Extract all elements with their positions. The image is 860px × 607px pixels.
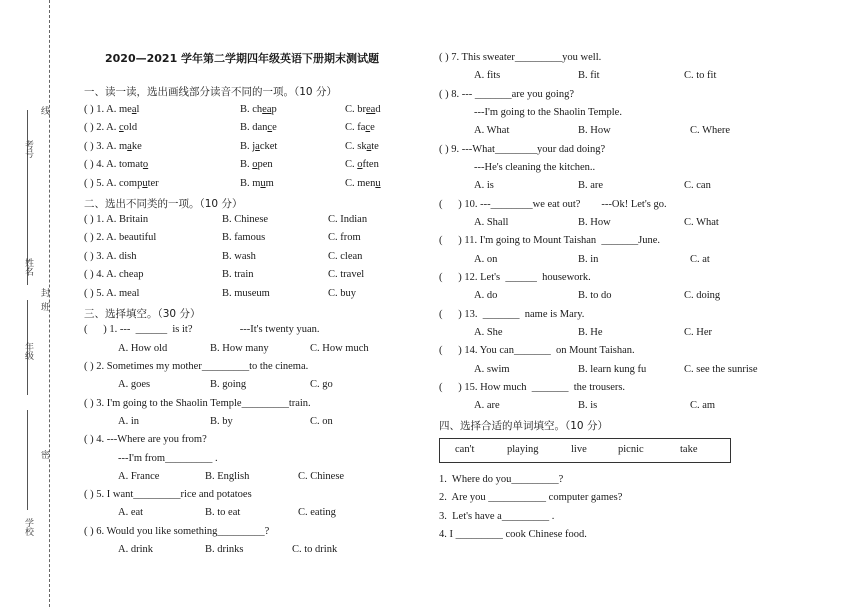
word-bank-item: can't xyxy=(455,444,475,455)
sec1-q1-a-u: a xyxy=(131,104,137,115)
sec3-q14-a: A. swim xyxy=(474,364,510,375)
sec3-q9-stem-2: ---He's cleaning the kitchen.. xyxy=(474,162,596,173)
sec1-q3-b-u: a xyxy=(255,141,260,152)
sec3-q13-stem: ( ) 13. _______ name is Mary. xyxy=(439,309,585,320)
sec3-q1-stem: ( ) 1. --- ______ is it? ---It's twenty yuan. xyxy=(84,324,320,335)
word-bank-item: take xyxy=(680,444,698,455)
sec1-q3-a-u: a xyxy=(127,141,132,152)
sec2-q1-c: C. Indian xyxy=(328,214,368,225)
sec3-q2-a: A. goes xyxy=(118,379,151,390)
sec1-q5-b-u: u xyxy=(260,178,266,189)
sec3-q3-a: A. in xyxy=(118,416,139,427)
sec3-q6-b: B. drinks xyxy=(205,544,244,555)
sec1-q1-b-u: ea xyxy=(262,104,272,115)
word-bank-box xyxy=(439,438,731,463)
sec3-q7-stem: ( ) 7. This sweater_________you well. xyxy=(439,52,602,63)
sec3-q6-c: C. to drink xyxy=(292,544,338,555)
sec3-q7-c: C. to fit xyxy=(684,70,717,81)
sec1-q4-c-post: ften xyxy=(362,159,379,170)
sec4-item-1: 1. Where do you_________? xyxy=(439,474,564,485)
sec3-q9-c: C. can xyxy=(684,180,711,191)
sec3-q11-a: A. on xyxy=(474,254,498,265)
sec3-q10-b: B. How xyxy=(578,217,611,228)
sec1-q5-c-u: u xyxy=(375,178,381,189)
sec3-q5-stem: ( ) 5. I want_________rice and potatoes xyxy=(84,489,252,500)
sec2-q5-a: ( ) 5. A. meal xyxy=(84,288,140,299)
sec3-q1-b: B. How many xyxy=(210,343,269,354)
sec1-q2-b-post: e xyxy=(272,122,277,133)
sec3-q4-a: A. France xyxy=(118,471,160,482)
sec1-q4-b-post: pen xyxy=(257,159,273,170)
margin-label-feng: 封 xyxy=(39,288,49,297)
sec4-item-3: 3. Let's have a_________ . xyxy=(439,511,555,522)
sec2-q5-b: B. museum xyxy=(222,288,270,299)
sec3-q3-c: C. on xyxy=(310,416,333,427)
margin-label-ban: 班 xyxy=(39,302,49,311)
sec1-q4-c-pre: C. xyxy=(345,159,358,170)
sec1-q2-c-pre: C. fa xyxy=(345,122,366,133)
sec1-q1-c-pre: C. br xyxy=(345,104,366,115)
sec3-q13-a: A. She xyxy=(474,327,503,338)
margin-label-nianji: 年级 xyxy=(23,342,33,360)
sec2-q2-c: C. from xyxy=(328,232,361,243)
sec3-q3-b: B. by xyxy=(210,416,233,427)
sec3-q5-b: B. to eat xyxy=(205,507,241,518)
sec1-q1-c-u: ea xyxy=(366,104,376,115)
sec2-q3-b: B. wash xyxy=(222,251,256,262)
sec3-q11-c: C. at xyxy=(690,254,710,265)
sec3-q9-a: A. is xyxy=(474,180,494,191)
sec3-q14-stem: ( ) 14. You can_______ on Mount Taishan. xyxy=(439,345,635,356)
sec1-q4-b-u: o xyxy=(252,159,258,170)
sec1-q2-c-post: e xyxy=(370,122,375,133)
sec1-q3-a-post: ke xyxy=(131,141,142,152)
sec1-q1-a-pre: ( ) 1. A. me xyxy=(84,104,132,115)
sec3-q4-c: C. Chinese xyxy=(298,471,345,482)
sec3-q8-stem-2: ---I'm going to the Shaolin Temple. xyxy=(474,107,622,118)
sec2-q4-b: B. train xyxy=(222,269,254,280)
section-3-heading: 三、选择填空。（30 分） xyxy=(84,308,201,320)
sec3-q1-c: C. How much xyxy=(310,343,369,354)
sec1-q1-b-pre: B. ch xyxy=(240,104,263,115)
sec2-q4-a: ( ) 4. A. cheap xyxy=(84,269,144,280)
sec3-q14-b: B. learn kung fu xyxy=(578,364,647,375)
margin-label-mi: 密 xyxy=(39,450,49,459)
sec1-q4-a-u: o xyxy=(142,159,149,170)
sec3-q15-b: B. is xyxy=(578,400,598,411)
sec1-q4-b-pre: B. xyxy=(240,159,253,170)
sec3-q5-a: A. eat xyxy=(118,507,144,518)
margin-label-xuexiao: 学校 xyxy=(23,518,33,536)
page-title: 2020—2021 学年第二学期四年级英语下册期末测试题 xyxy=(105,52,380,65)
sec1-q2-b-pre: B. dan xyxy=(240,122,268,133)
sec3-q12-b: B. to do xyxy=(578,290,612,301)
sec1-q2-c-u: c xyxy=(365,122,371,133)
sec1-q1-b-post: p xyxy=(271,104,277,115)
sec3-q6-a: A. drink xyxy=(118,544,153,555)
sec3-q10-stem: ( ) 10. ---________we eat out? ---Ok! Let's go. xyxy=(439,199,667,210)
margin-label-xian: 线 xyxy=(39,106,49,115)
sec3-q7-a: A. fits xyxy=(474,70,501,81)
sec1-q1-c-post: d xyxy=(375,104,381,115)
sec3-q5-c: C. eating xyxy=(298,507,336,518)
sec3-q4-stem: ( ) 4. ---Where are you from? xyxy=(84,434,207,445)
sec3-q4-stem-2: ---I'm from_________ . xyxy=(118,453,218,464)
margin-rule-4 xyxy=(27,410,28,510)
sec1-q5-b-post: m xyxy=(265,178,274,189)
sec3-q14-c: C. see the sunrise xyxy=(684,364,758,375)
sec2-q2-a: ( ) 2. A. beautiful xyxy=(84,232,157,243)
sec3-q2-c: C. go xyxy=(310,379,333,390)
sec3-q13-c: C. Her xyxy=(684,327,712,338)
section-1-heading: 一、读一读，选出画线部分读音不同的一项。（10 分） xyxy=(84,86,337,98)
word-bank-item: live xyxy=(571,444,587,455)
sec3-q10-c: C. What xyxy=(684,217,719,228)
sec1-q3-b-post: cket xyxy=(259,141,278,152)
sec3-q6-stem: ( ) 6. Would you like something_________? xyxy=(84,526,270,537)
margin-label-xingming: 姓名 xyxy=(23,258,33,276)
sec2-q5-c: C. buy xyxy=(328,288,357,299)
sec3-q11-stem: ( ) 11. I'm going to Mount Taishan _______June. xyxy=(439,235,661,246)
word-bank-item: picnic xyxy=(618,444,644,455)
word-bank-item: playing xyxy=(507,444,539,455)
sec3-q15-a: A. are xyxy=(474,400,500,411)
sec1-q3-a-pre: ( ) 3. A. m xyxy=(84,141,128,152)
sec1-q2-a-u: c xyxy=(119,122,124,133)
sec1-q3-c-pre: C. sk xyxy=(345,141,367,152)
sec2-q2-b: B. famous xyxy=(222,232,266,243)
sec3-q1-a: A. How old xyxy=(118,343,168,354)
sec3-q3-stem: ( ) 3. I'm going to the Shaolin Temple_________train. xyxy=(84,398,311,409)
sec3-q8-c: C. Where xyxy=(690,125,731,136)
sec3-q2-b: B. going xyxy=(210,379,247,390)
section-4-heading: 四、选择合适的单词填空。（10 分） xyxy=(439,420,608,432)
sec2-q1-b: B. Chinese xyxy=(222,214,269,225)
sec1-q4-a-pre: ( ) 4. A. tomat xyxy=(84,159,143,170)
sec3-q7-b: B. fit xyxy=(578,70,600,81)
sec1-q1-a-post: l xyxy=(136,104,140,115)
sec3-q12-a: A. do xyxy=(474,290,498,301)
sec2-q1-a: ( ) 1. A. Britain xyxy=(84,214,149,225)
sec3-q9-b: B. are xyxy=(578,180,604,191)
sec1-q5-a-post: ter xyxy=(147,178,159,189)
sec4-item-2: 2. Are you ___________ computer games? xyxy=(439,492,623,503)
sec3-q12-c: C. doing xyxy=(684,290,721,301)
sec3-q4-b: B. English xyxy=(205,471,250,482)
sec3-q13-b: B. He xyxy=(578,327,603,338)
sec1-q2-a-pre: ( ) 2. A. xyxy=(84,122,119,133)
sec1-q3-c-post: te xyxy=(371,141,379,152)
sec3-q11-b: B. in xyxy=(578,254,599,265)
sec1-q2-b-u: c xyxy=(267,122,273,133)
sec1-q3-c-u: a xyxy=(366,141,372,152)
sec3-q15-c: C. am xyxy=(690,400,716,411)
sec3-q8-stem: ( ) 8. --- _______are you going? xyxy=(439,89,575,100)
sec1-q5-a-u: u xyxy=(142,178,148,189)
sec3-q10-a: A. Shall xyxy=(474,217,509,228)
sec1-q5-a-pre: ( ) 5. A. comp xyxy=(84,178,143,189)
section-2-heading: 二、选出不同类的一项。（10 分） xyxy=(84,198,243,210)
sec3-q9-stem: ( ) 9. ---What________your dad doing? xyxy=(439,144,606,155)
sec2-q3-a: ( ) 3. A. dish xyxy=(84,251,137,262)
margin-label-kaohao: 考号 xyxy=(23,140,33,158)
sec1-q2-a-post: old xyxy=(123,122,138,133)
sec2-q4-c: C. travel xyxy=(328,269,365,280)
sec1-q3-b-pre: B. j xyxy=(240,141,256,152)
sec3-q8-b: B. How xyxy=(578,125,611,136)
sec3-q8-a: A. What xyxy=(474,125,510,136)
sec1-q5-c-pre: C. men xyxy=(345,178,376,189)
sec3-q2-stem: ( ) 2. Sometimes my mother_________to the cinema. xyxy=(84,361,309,372)
sec3-q12-stem: ( ) 12. Let's ______ housework. xyxy=(439,272,591,283)
sec2-q3-c: C. clean xyxy=(328,251,363,262)
sec1-q5-b-pre: B. m xyxy=(240,178,261,189)
sec1-q4-c-u: o xyxy=(357,159,363,170)
sec3-q15-stem: ( ) 15. How much _______ the trousers. xyxy=(439,382,626,393)
sec4-item-4: 4. I _________ cook Chinese food. xyxy=(439,529,587,540)
